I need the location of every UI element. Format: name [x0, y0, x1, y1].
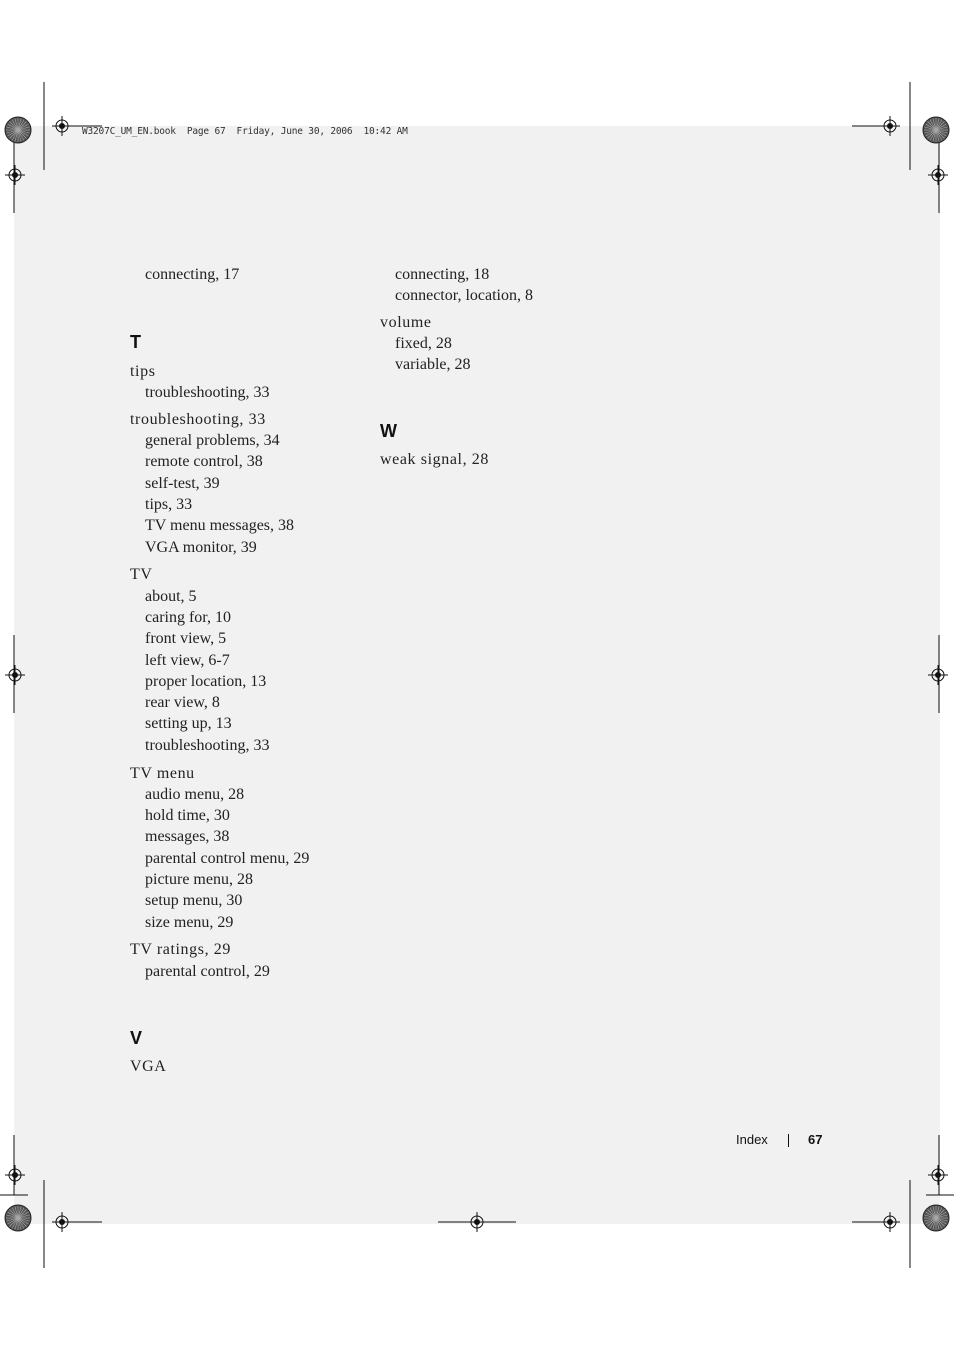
index-subentry: self-test, 39	[145, 475, 220, 492]
index-entry: troubleshooting, 33	[130, 411, 266, 428]
star-target	[5, 117, 31, 143]
registration-mark	[928, 1165, 948, 1185]
index-subentry: size menu, 29	[145, 914, 234, 931]
index-subentry: messages, 38	[145, 828, 230, 845]
registration-mark	[52, 1212, 72, 1232]
index-subentry: connecting, 17	[145, 266, 240, 283]
index-subentry: left view, 6-7	[145, 652, 230, 669]
registration-mark	[928, 665, 948, 685]
index-subentry: picture menu, 28	[145, 871, 253, 888]
footer-divider	[788, 1134, 789, 1147]
index-subentry: troubleshooting, 33	[145, 384, 270, 401]
slug-line: W3207C_UM_EN.book Page 67 Friday, June 30, 2006 10:42 AM	[82, 126, 408, 137]
index-subentry: fixed, 28	[395, 335, 452, 352]
section-letter-t: T	[130, 332, 141, 352]
index-entry: VGA	[130, 1058, 167, 1075]
index-entry: TV menu	[130, 765, 195, 782]
index-subentry: parental control menu, 29	[145, 850, 310, 867]
index-subentry: front view, 5	[145, 630, 227, 647]
index-subentry: hold time, 30	[145, 807, 230, 824]
index-subentry: TV menu messages, 38	[145, 517, 295, 534]
index-subentry: proper location, 13	[145, 673, 267, 690]
index-subentry: troubleshooting, 33	[145, 737, 270, 754]
index-subentry: parental control, 29	[145, 963, 270, 980]
star-target	[923, 117, 949, 143]
registration-mark	[5, 1165, 25, 1185]
page-number: 67	[808, 1132, 823, 1147]
registration-mark	[5, 665, 25, 685]
registration-mark	[880, 1212, 900, 1232]
registration-mark	[467, 1212, 487, 1232]
index-entry: volume	[380, 314, 432, 331]
index-subentry: caring for, 10	[145, 609, 231, 626]
registration-mark	[5, 165, 25, 185]
index-subentry: connector, location, 8	[395, 287, 533, 304]
registration-mark	[52, 116, 72, 136]
index-subentry: connecting, 18	[395, 266, 490, 283]
index-subentry: tips, 33	[145, 496, 193, 513]
index-subentry: setup menu, 30	[145, 892, 243, 909]
index-subentry: setting up, 13	[145, 715, 232, 732]
index-subentry: rear view, 8	[145, 694, 220, 711]
star-target	[5, 1205, 31, 1231]
index-subentry: remote control, 38	[145, 453, 263, 470]
index-subentry: VGA monitor, 39	[145, 539, 257, 556]
index-entry: TV	[130, 566, 153, 583]
index-subentry: audio menu, 28	[145, 786, 245, 803]
index-entry: weak signal, 28	[380, 451, 489, 468]
index-subentry: variable, 28	[395, 356, 471, 373]
index-entry: tips	[130, 363, 156, 380]
star-target	[923, 1205, 949, 1231]
registration-mark	[880, 116, 900, 136]
index-entry: TV ratings, 29	[130, 941, 231, 958]
registration-mark	[928, 165, 948, 185]
footer-section-label: Index	[736, 1132, 768, 1147]
section-letter-w: W	[380, 421, 397, 441]
index-subentry: general problems, 34	[145, 432, 280, 449]
section-letter-v: V	[130, 1028, 143, 1048]
index-subentry: about, 5	[145, 588, 197, 605]
